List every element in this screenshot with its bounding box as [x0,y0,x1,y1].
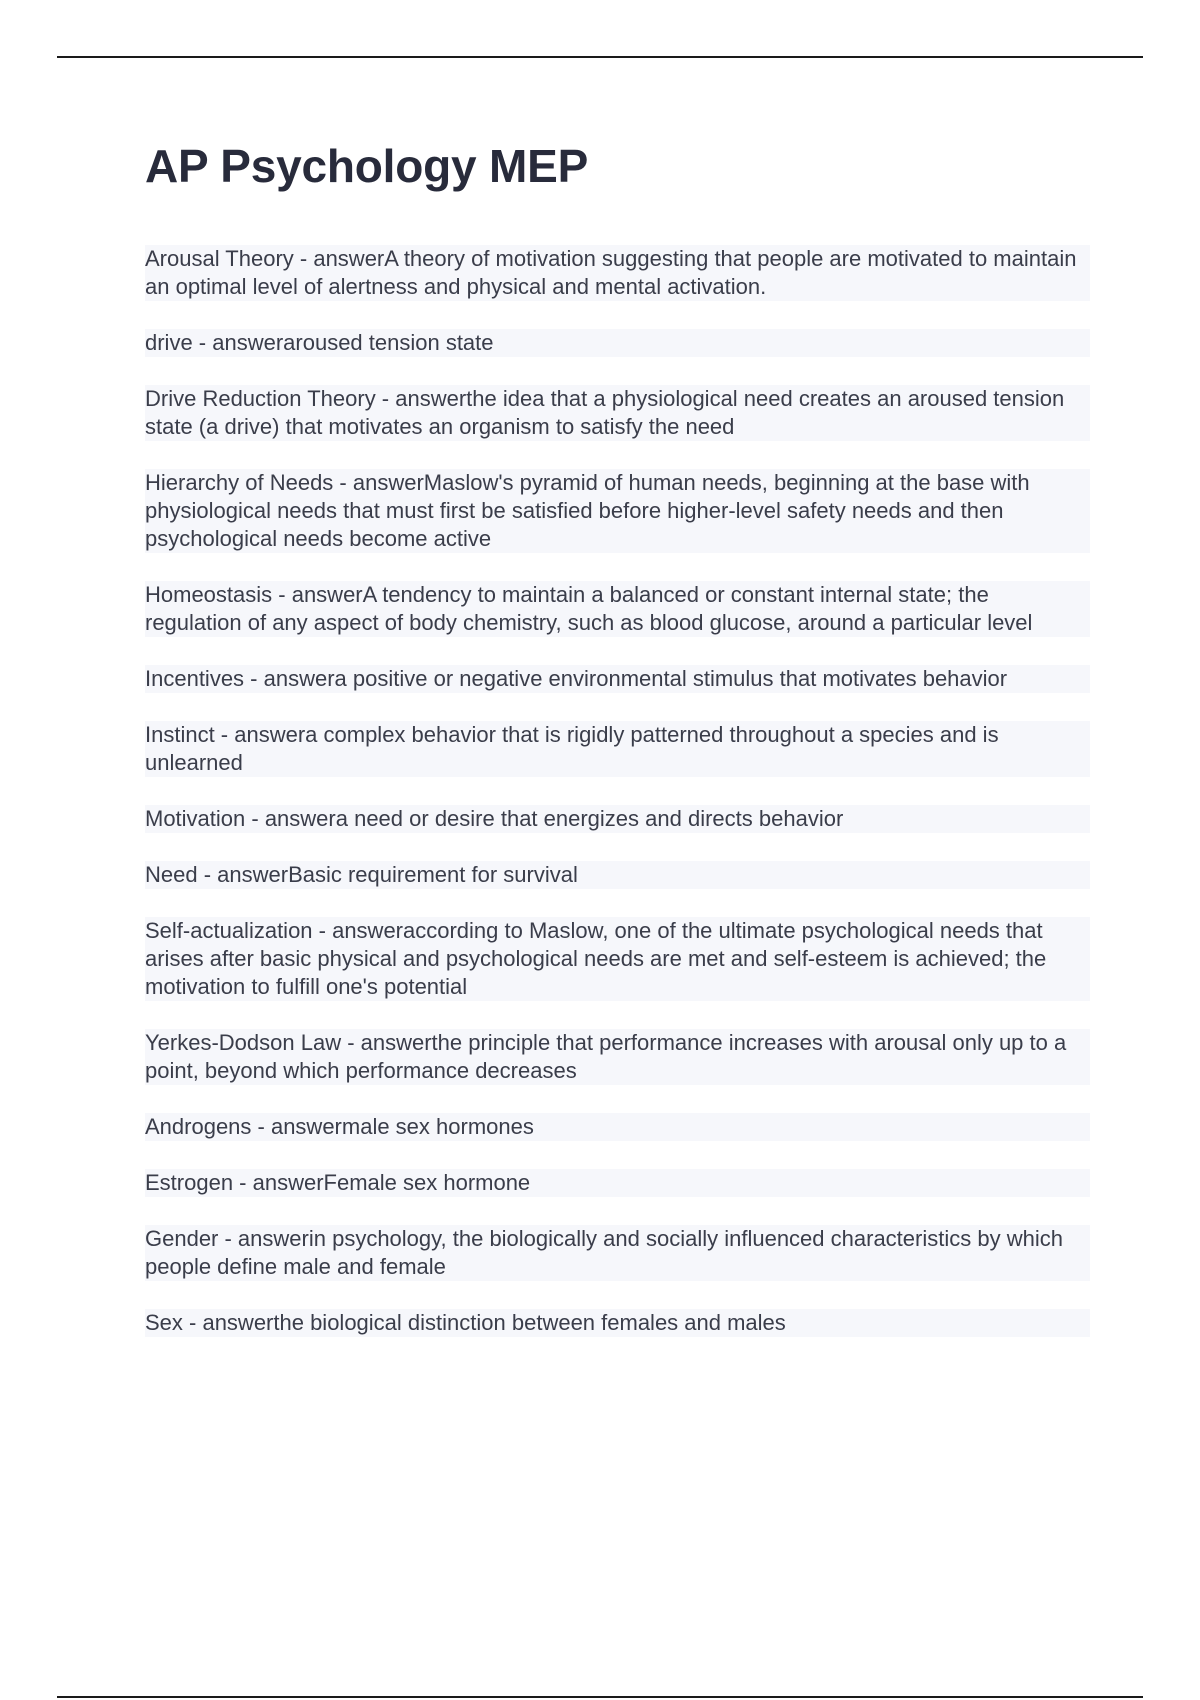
entry-list [145,245,1090,1337]
entry-hierarchy-of-needs: Hierarchy of Needs - answerMaslow's pyramid of human needs, beginning at the base with physiological needs that must first be satisfied before higher-level safety needs and then psychological needs become active [145,469,1090,553]
entry-drive-reduction-theory: Drive Reduction Theory - answerthe idea that a physiological need creates an aroused tension state (a drive) that motivates an organism to satisfy the need [145,385,1090,441]
entry-androgens: Androgens - answermale sex hormones [145,1113,1090,1141]
document-body [145,140,1090,1337]
entry-gender: Gender - answerin psychology, the biologically and socially influenced characteristics by which people define male and female [145,1225,1090,1281]
entry-drive: drive - answeraroused tension state [145,329,1090,357]
entry-sex: Sex - answerthe biological distinction between females and males [145,1309,1090,1337]
entry-need: Need - answerBasic requirement for survival [145,861,1090,889]
top-rule [57,56,1143,58]
entry-yerkes-dodson-law: Yerkes-Dodson Law - answerthe principle that performance increases with arousal only up to a point, beyond which performance decreases [145,1029,1090,1085]
entry-estrogen: Estrogen - answerFemale sex hormone [145,1169,1090,1197]
entry-self-actualization: Self-actualization - answeraccording to Maslow, one of the ultimate psychological needs that arises after basic physical and psychological needs are met and self-esteem is achieved; the motivation to fulfill one's potential [145,917,1090,1001]
page-title: AP Psychology MEP [145,140,589,192]
entry-instinct: Instinct - answera complex behavior that is rigidly patterned throughout a species and is unlearned [145,721,1090,777]
entry-incentives: Incentives - answera positive or negative environmental stimulus that motivates behavior [145,665,1090,693]
entry-arousal-theory: Arousal Theory - answerA theory of motivation suggesting that people are motivated to maintain an optimal level of alertness and physical and mental activation. [145,245,1090,301]
entry-motivation: Motivation - answera need or desire that energizes and directs behavior [145,805,1090,833]
entry-homeostasis: Homeostasis - answerA tendency to maintain a balanced or constant internal state; the regulation of any aspect of body chemistry, such as blood glucose, around a particular level [145,581,1090,637]
bottom-rule [57,1696,1143,1698]
